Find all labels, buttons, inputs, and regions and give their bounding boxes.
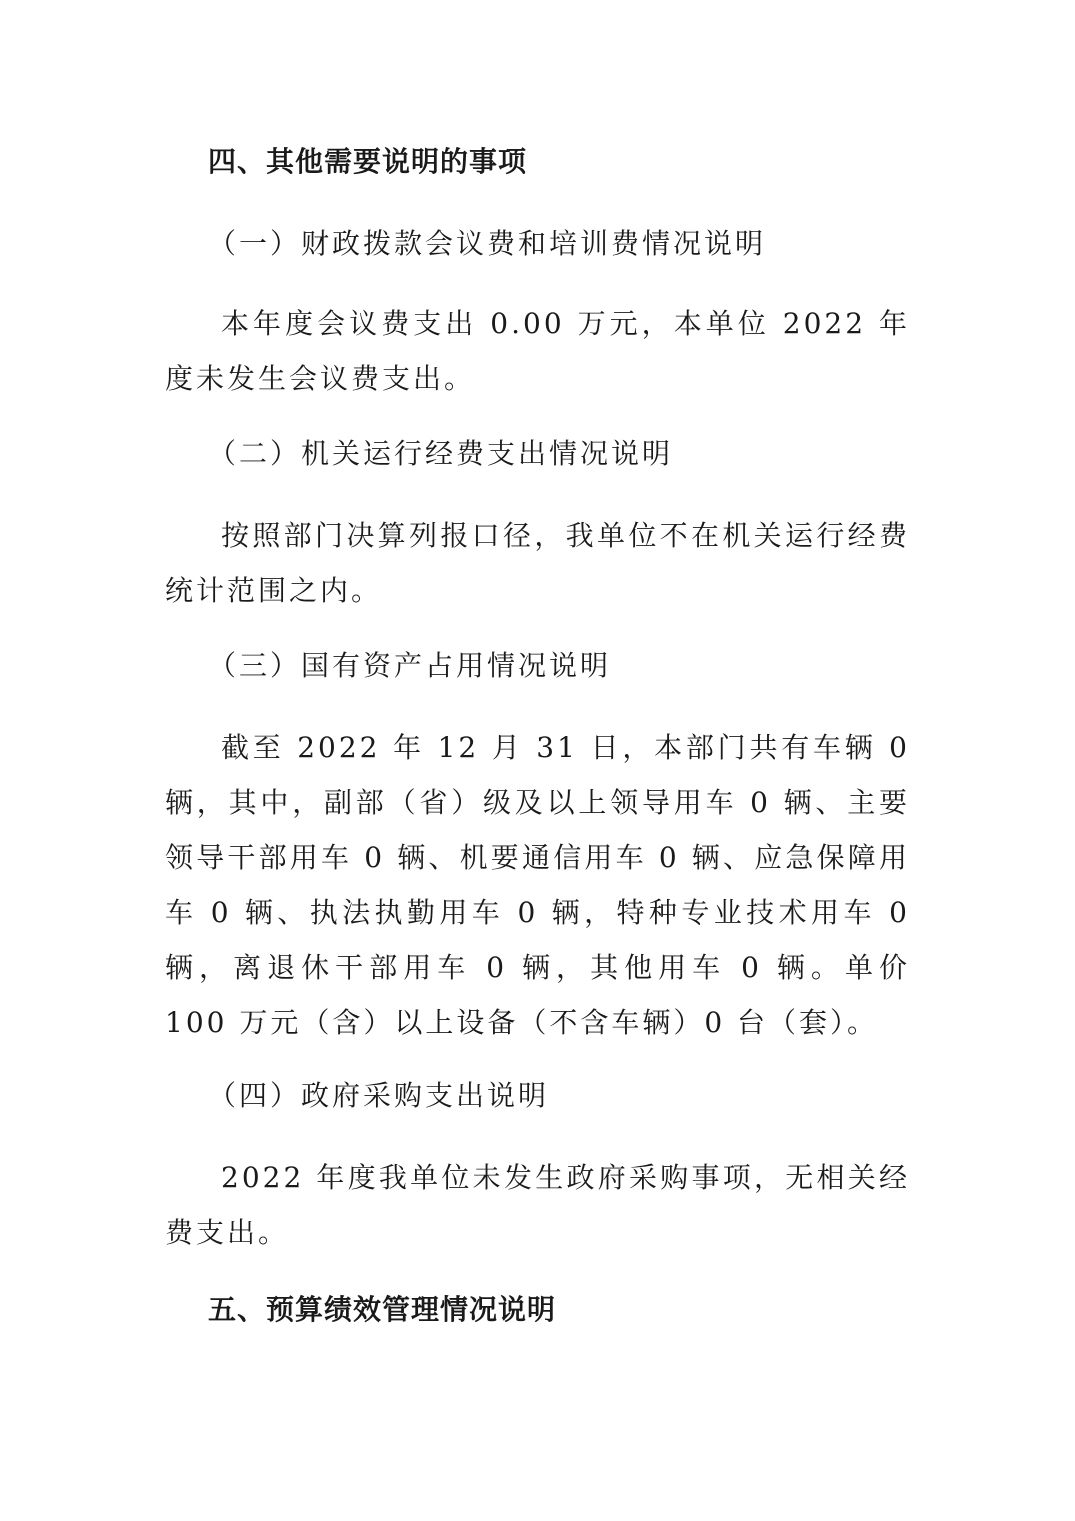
subheading-state-assets: （三）国有资产占用情况说明 (208, 649, 612, 682)
paragraph-state-assets: 截至 2022 年 12 月 31 日，本部门共有车辆 0 辆，其中，副部（省）级及以上领导用车 0 辆、主要领导干部用车 0 辆、机要通信用车 0 辆、应急保障用车 0 辆、执法执勤用车 0 辆，特种专业技术用车 0 辆，离退休干部用车 0 辆，其他用车 0 辆。单价 100 万元（含）以上设备（不含车辆）0 台（套）。 (165, 731, 910, 1039)
section-heading-other-matters: 四、其他需要说明的事项 (208, 145, 528, 178)
paragraph-meeting-fees: 本年度会议费支出 0.00 万元，本单位 2022 年度未发生会议费支出。 (165, 307, 910, 395)
paragraph-operating-expenses: 按照部门决算列报口径，我单位不在机关运行经费统计范围之内。 (165, 519, 910, 607)
paragraph-government-procurement: 2022 年度我单位未发生政府采购事项，无相关经费支出。 (165, 1161, 910, 1249)
section-heading-performance-management: 五、预算绩效管理情况说明 (208, 1293, 557, 1326)
subheading-agency-operating-expenses: （二）机关运行经费支出情况说明 (208, 437, 674, 470)
subheading-government-procurement: （四）政府采购支出说明 (208, 1079, 550, 1112)
subheading-meeting-training-fees: （一）财政拨款会议费和培训费情况说明 (208, 227, 767, 260)
